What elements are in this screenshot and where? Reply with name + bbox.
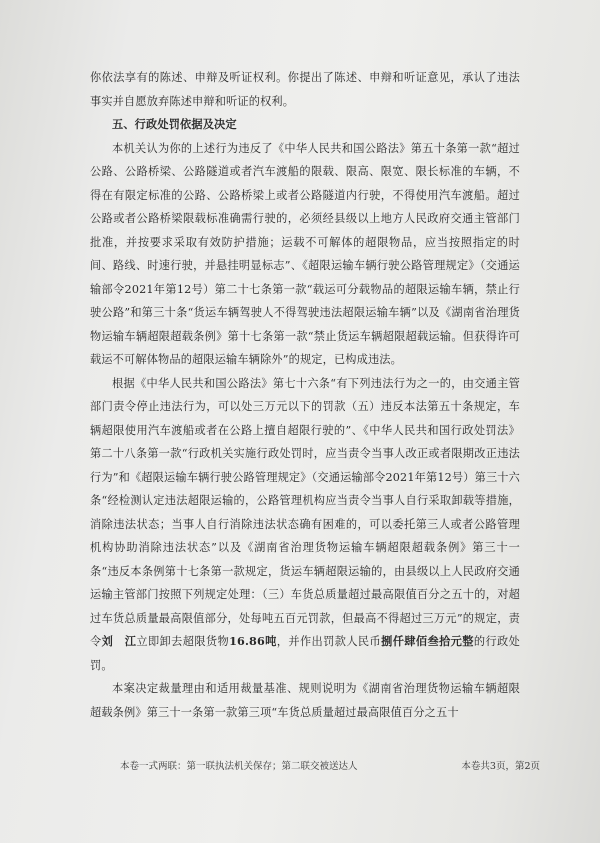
party-name: 刘 江 (101, 634, 137, 648)
penalty-text-c: ，并作出罚款人民币 (276, 635, 382, 648)
violation-paragraph: 本机关认为你的上述行为违反了《中华人民共和国公路法》第五十条第一款“超过公路、公路桥梁、公路隧道或者汽车渡船的限载、限高、限宽、限长标准的车辆，不得在有限定标准的公路、公路桥梁上或者公路隧道内行驶，不得使用汽车渡船。超过公路或者公路桥梁限载标准确需行驶的，必须经县级以上地方人民政府交通主管部门批准，并按要求采取有效防护措施；运载不可解体的超限物品，应当按照指定的时间、路线、时速行驶，并悬挂明显标志”、《超限运输车辆行驶公路管理规定》（交通运输部令2021年第12号）第二十七条第一款“载运可分载物品的超限运输车辆，禁止行驶公路”和第三十条“货运车辆驾驶人不得驾驶违法超限运输车辆”以及《湖南省治理货物运输车辆超限超载条例》第十七条第一款“禁止货运车辆超限超载运输。但获得许可载运不可解体物品的超限运输车辆除外”的规定，已构成违法。 (90, 141, 520, 366)
penalty-text-d: 的行政处罚。 (90, 635, 520, 672)
penalty-paragraph (90, 372, 520, 678)
fine-amount: 捌仟肆佰叁拾元整 (381, 634, 474, 648)
penalty-text-a: 根据《中华人民共和国公路法》第七十六条“有下列违法行为之一的，由交通主管部门责令停止违法行为，可以处三万元以下的罚款（五）违反本法第五十条规定，车辆超限使用汽车渡船或者在公路上擅自超限行驶的”、《中华人民共和国行政处罚法》第二十八条第一款“行政机关实施行政处罚时，应当责令当事人改正或者限期改正违法行为”和《超限运输车辆行驶公路管理规定》（交通运输部令2021年第12号）第三十六条“经检测认定违法超限运输的，公路管理机构应当责令当事人自行采取卸载等措施，消除违法状态；当事人自行消除违法状态确有困难的，可以委托第三人或者公路管理机构协助消除违法状态”以及《湖南省治理货物运输车辆超限超载条例》第三十一条“违反本条例第十七条第一款规定，货运车辆超限运输的，由县级以上人民政府交通运输主管部门按照下列规定处理：（三）车货总质量超过最高限值百分之五十的，对超过车货总质量最高限值部分，处每吨五百元罚款，但最高不得超过三万元”的规定，责令 (90, 376, 520, 648)
penalty-text-b: 立即卸去超限货物 (136, 635, 230, 648)
overload-weight: 16.86吨 (229, 634, 277, 648)
footer-copies-note: 本卷一式两联：第一联执法机关保存；第二联交被送达人 (120, 761, 358, 772)
discretion-paragraph: 本案决定裁量理由和适用裁量基准、规则说明为《湖南省治理货物运输车辆超限超载条例》第三十一条第一款第三项“车货总质量超过最高限值百分之五十 (90, 682, 520, 719)
section-heading: 五、行政处罚依据及决定 (112, 117, 237, 131)
intro-paragraph: 你依法享有的陈述、申辩及听证权利。你提出了陈述、申辩和听证意见，承认了违法事实并自愿放弃陈述申辩和听证的权利。 (90, 71, 520, 108)
document-body (90, 66, 520, 724)
footer-page-number: 本卷共3页，第2页 (461, 761, 540, 772)
page-footer (120, 760, 540, 774)
